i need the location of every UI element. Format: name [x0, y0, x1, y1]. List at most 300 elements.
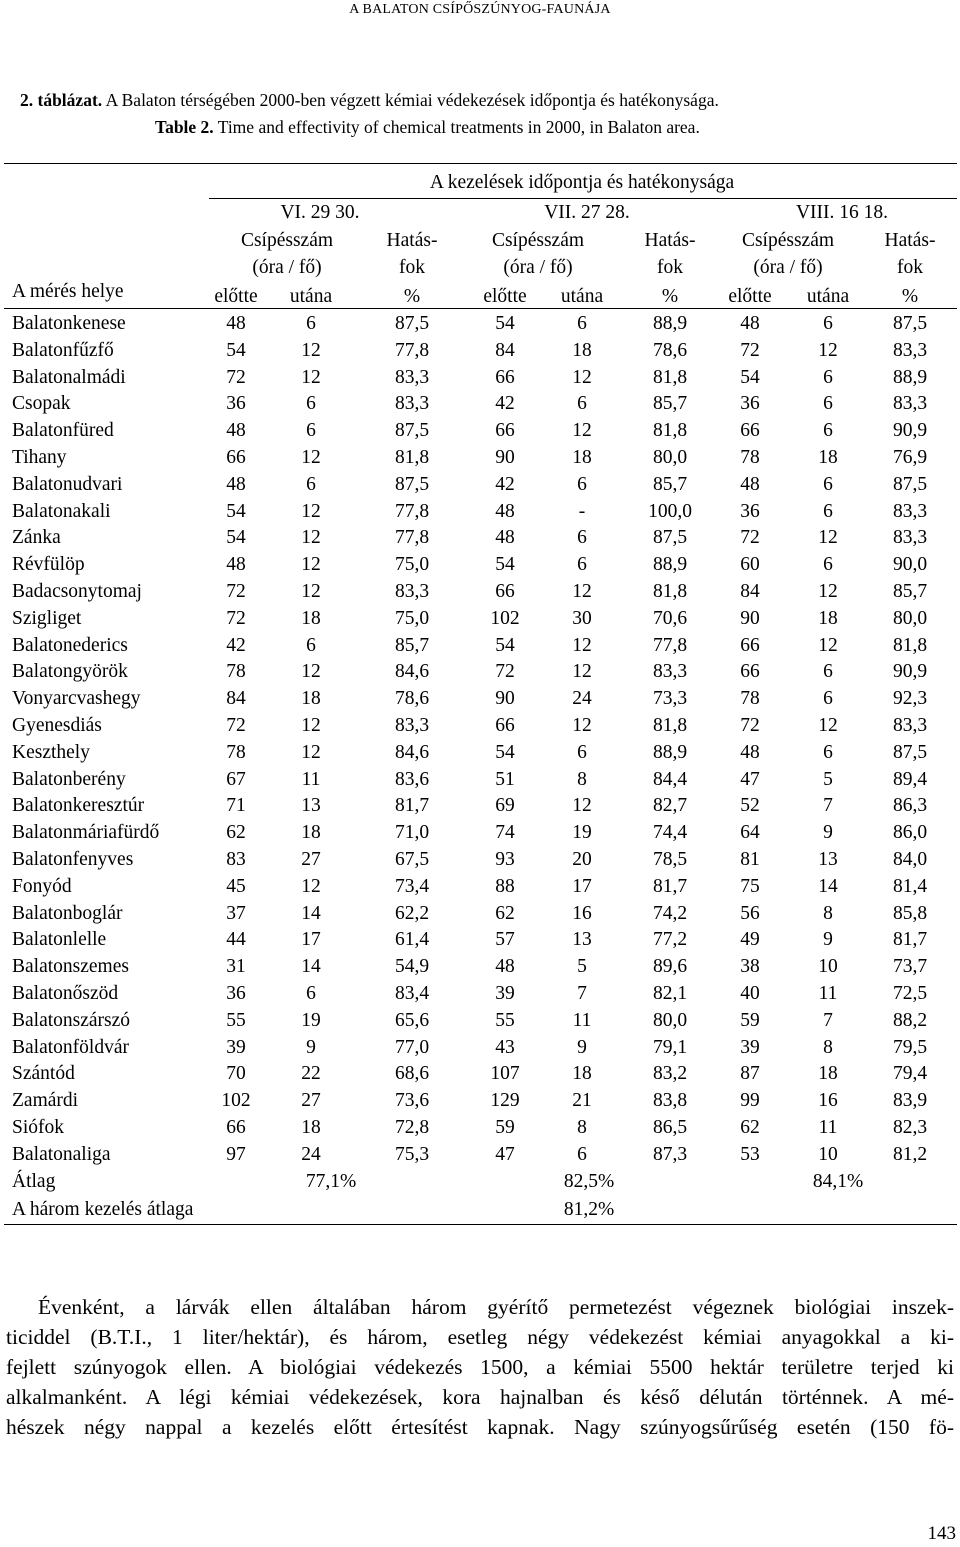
table-cell: 12	[301, 661, 321, 682]
table-cell: 48	[740, 313, 760, 334]
table-cell: 30	[572, 608, 592, 629]
table-cell: 13	[301, 795, 321, 816]
table-cell: 44	[226, 929, 246, 950]
row-place: Révfülöp	[12, 554, 85, 575]
table-cell: 12	[301, 367, 321, 388]
row-place: Balatonmáriafürdő	[12, 822, 160, 843]
table-cell: 47	[495, 1144, 515, 1165]
before-header: előtte	[214, 286, 258, 307]
table-cell: 7	[577, 983, 587, 1004]
table-cell: 86,0	[892, 822, 928, 843]
table-cell: 83	[226, 849, 246, 870]
table-cell: 68,6	[394, 1063, 430, 1084]
table-cell: 90,9	[892, 420, 928, 441]
table-cell: 87,3	[652, 1144, 688, 1165]
table-cell: 6	[823, 474, 833, 495]
table-cell: 43	[495, 1037, 515, 1058]
row-place: Balatonföldvár	[12, 1037, 129, 1058]
table-cell: 84,6	[394, 661, 430, 682]
table-subheader-rule	[209, 198, 957, 199]
table-cell: 77,8	[394, 527, 430, 548]
table-cell: 72	[226, 581, 246, 602]
table-cell: 64	[740, 822, 760, 843]
table-cell: 38	[740, 956, 760, 977]
table-cell: 12	[572, 420, 592, 441]
before-header: előtte	[483, 286, 527, 307]
table-cell: 18	[572, 447, 592, 468]
date-header: VI. 29 30.	[280, 202, 360, 223]
table-cell: 73,4	[394, 876, 430, 897]
table-cell: 18	[301, 688, 321, 709]
table-cell: 99	[740, 1090, 760, 1111]
table-cell: 83,3	[892, 393, 928, 414]
table-cell: 6	[823, 367, 833, 388]
count-header: Csípésszám	[741, 230, 835, 251]
table-cell: 49	[740, 929, 760, 950]
table-cell: 47	[740, 769, 760, 790]
table-cell: 87,5	[892, 313, 928, 334]
row-place: Balatonalmádi	[12, 367, 126, 388]
after-header: utána	[560, 286, 604, 307]
table-cell: 12	[572, 715, 592, 736]
table-cell: 77,0	[394, 1037, 430, 1058]
table-cell: 19	[572, 822, 592, 843]
table-cell: 52	[740, 795, 760, 816]
table-cell: 100,0	[648, 501, 692, 522]
table-cell: 6	[577, 554, 587, 575]
table-cell: 6	[823, 420, 833, 441]
table-cell: 6	[306, 635, 316, 656]
table-cell: 61,4	[394, 929, 430, 950]
table-cell: 87,5	[652, 527, 688, 548]
paragraph-line: fejlett szúnyogok ellen. A biológiai védekezés 1500, a kémiai 5500 hektár területre terjed ki	[6, 1355, 954, 1379]
row-place: Tihany	[12, 447, 67, 468]
table-cell: 81,7	[394, 795, 430, 816]
table-cell: 97	[226, 1144, 246, 1165]
row-place: Badacsonytomaj	[12, 581, 142, 602]
row-place: Szigliget	[12, 608, 82, 629]
table-cell: 66	[740, 661, 760, 682]
table-cell: 12	[301, 715, 321, 736]
table-cell: 12	[572, 367, 592, 388]
row-place: Balatonudvari	[12, 474, 123, 495]
table-cell: 82,7	[652, 795, 688, 816]
table-cell: 56	[740, 903, 760, 924]
table-cell: 48	[740, 742, 760, 763]
table-cell: 19	[301, 1010, 321, 1031]
table-cell: 11	[818, 983, 838, 1004]
body-paragraph	[6, 1292, 954, 1442]
table-cell: 78,6	[394, 688, 430, 709]
table-cell: 72,5	[892, 983, 928, 1004]
table-cell: 18	[818, 1063, 838, 1084]
table-cell: 5	[823, 769, 833, 790]
table-cell: 54,9	[394, 956, 430, 977]
table-cell: 81,7	[892, 929, 928, 950]
table-cell: 88,2	[892, 1010, 928, 1031]
after-header: utána	[806, 286, 850, 307]
table-cell: 78	[226, 661, 246, 682]
table-cell: 71	[226, 795, 246, 816]
table-cell: 10	[818, 1144, 838, 1165]
table-cell: 77,2	[652, 929, 688, 950]
table-cell: 36	[740, 501, 760, 522]
table-cell: 71,0	[394, 822, 430, 843]
table-cell: 55	[226, 1010, 246, 1031]
table-cell: 70,6	[652, 608, 688, 629]
table-cell: 78	[740, 688, 760, 709]
table-cell: 6	[306, 474, 316, 495]
table-cell: -	[578, 501, 586, 522]
table-cell: 78	[740, 447, 760, 468]
table-cell: 81,8	[892, 635, 928, 656]
table-cell: 37	[226, 903, 246, 924]
table-cell: 72	[226, 715, 246, 736]
place-header: A mérés helye	[12, 281, 124, 302]
table-cell: 87	[740, 1063, 760, 1084]
row-place: Balatongyörök	[12, 661, 128, 682]
row-place: Vonyarcvashegy	[12, 688, 141, 709]
row-place: Balatonederics	[12, 635, 128, 656]
table-cell: 88,9	[652, 313, 688, 334]
paragraph-line: Évenként, a lárvák ellen általában három gyérítő permetezést végeznek biológiai inszek-	[38, 1295, 954, 1319]
percent-header: %	[901, 286, 919, 307]
table-cell: 81,8	[652, 581, 688, 602]
table-cell: 6	[577, 1144, 587, 1165]
table-cell: 54	[226, 527, 246, 548]
table-cell: 66	[495, 367, 515, 388]
efficiency-header-suffix: fok	[399, 257, 425, 278]
percent-header: %	[403, 286, 421, 307]
efficiency-header: Hatás-	[884, 230, 936, 251]
table-cell: 102	[221, 1090, 251, 1111]
row-place: Balatonkenese	[12, 313, 126, 334]
table-cell: 65,6	[394, 1010, 430, 1031]
table-cell: 66	[740, 420, 760, 441]
table-cell: 12	[572, 635, 592, 656]
table-cell: 83,9	[892, 1090, 928, 1111]
table-cell: 9	[306, 1037, 316, 1058]
table-cell: 83,2	[652, 1063, 688, 1084]
table-cell: 90	[740, 608, 760, 629]
table-cell: 74,4	[652, 822, 688, 843]
table-cell: 36	[226, 983, 246, 1004]
table-cell: 7	[823, 1010, 833, 1031]
table-cell: 81,8	[394, 447, 430, 468]
table-cell: 72	[226, 367, 246, 388]
count-header: Csípésszám	[240, 230, 334, 251]
row-place: Szántód	[12, 1063, 75, 1084]
table-caption-en	[155, 117, 700, 138]
table-cell: 73,7	[892, 956, 928, 977]
row-place: Zamárdi	[12, 1090, 79, 1111]
table-cell: 78,5	[652, 849, 688, 870]
count-header-unit: (óra / fő)	[252, 257, 322, 278]
table-cell: 6	[823, 501, 833, 522]
row-place: Balatonszárszó	[12, 1010, 131, 1031]
table-cell: 53	[740, 1144, 760, 1165]
table-cell: 62	[740, 1117, 760, 1138]
table-cell: 77,8	[652, 635, 688, 656]
paragraph-line: hészek négy nappal a kezelés előtt értesítést kapnak. Nagy szúnyogsűrűség esetén (150 fö-	[6, 1415, 954, 1439]
table-cell: 66	[495, 420, 515, 441]
row-place: Balatonakali	[12, 501, 111, 522]
table-cell: 7	[823, 795, 833, 816]
row-place: Balatonfenyves	[12, 849, 134, 870]
table-cell: 11	[818, 1117, 838, 1138]
table-cell: 18	[818, 447, 838, 468]
caption-text-en: Time and effectivity of chemical treatments in 2000, in Balaton area.	[217, 117, 700, 137]
paragraph-line: ticiddel (B.T.I., 1 liter/hektár), és három, esetleg négy védekezést kémiai anyagokkal a ki-	[6, 1325, 954, 1349]
table-cell: 72	[740, 715, 760, 736]
table-cell: 6	[577, 474, 587, 495]
table-cell: 18	[301, 608, 321, 629]
table-cell: 6	[577, 742, 587, 763]
table-cell: 85,7	[892, 581, 928, 602]
table-cell: 81,8	[652, 420, 688, 441]
table-cell: 87,5	[892, 742, 928, 763]
table-cell: 12	[572, 661, 592, 682]
table-cell: 93	[495, 849, 515, 870]
table-cell: 48	[226, 474, 246, 495]
table-cell: 85,7	[652, 393, 688, 414]
table-cell: 12	[818, 635, 838, 656]
table-cell: 54	[495, 554, 515, 575]
table-cell: 48	[495, 527, 515, 548]
table-cell: 12	[818, 581, 838, 602]
table-cell: 72	[226, 608, 246, 629]
table-cell: 17	[301, 929, 321, 950]
table-cell: 75,0	[394, 608, 430, 629]
group-header: A kezelések időpontja és hatékonysága	[429, 172, 735, 193]
table-cell: 83,3	[892, 501, 928, 522]
table-cell: 17	[572, 876, 592, 897]
table-cell: 18	[572, 1063, 592, 1084]
table-cell: 72	[740, 340, 760, 361]
table-cell: 18	[301, 822, 321, 843]
table-cell: 12	[301, 340, 321, 361]
table-cell: 8	[577, 1117, 587, 1138]
table-cell: 74,2	[652, 903, 688, 924]
table-cell: 12	[301, 527, 321, 548]
table-cell: 82,3	[892, 1117, 928, 1138]
table-cell: 36	[740, 393, 760, 414]
table-cell: 11	[301, 769, 321, 790]
table-cell: 83,3	[394, 715, 430, 736]
table-cell: 85,8	[892, 903, 928, 924]
table-cell: 18	[572, 340, 592, 361]
table-cell: 84,6	[394, 742, 430, 763]
table-cell: 6	[823, 661, 833, 682]
table-cell: 54	[495, 742, 515, 763]
table-cell: 54	[495, 635, 515, 656]
table-cell: 27	[301, 849, 321, 870]
table-cell: 9	[577, 1037, 587, 1058]
efficiency-header: Hatás-	[644, 230, 696, 251]
table-cell: 9	[823, 929, 833, 950]
table-cell: 6	[306, 983, 316, 1004]
overall-average-label: A három kezelés átlaga	[12, 1199, 194, 1220]
table-cell: 78	[226, 742, 246, 763]
table-cell: 73,6	[394, 1090, 430, 1111]
table-cell: 81	[740, 849, 760, 870]
table-cell: 86,3	[892, 795, 928, 816]
average-value: 77,1%	[305, 1171, 357, 1192]
count-header: Csípésszám	[491, 230, 585, 251]
table-cell: 86,5	[652, 1117, 688, 1138]
table-cell: 6	[577, 393, 587, 414]
table-cell: 48	[740, 474, 760, 495]
table-cell: 39	[495, 983, 515, 1004]
table-cell: 60	[740, 554, 760, 575]
table-cell: 88,9	[892, 367, 928, 388]
table-cell: 10	[818, 956, 838, 977]
table-cell: 79,5	[892, 1037, 928, 1058]
efficiency-header: Hatás-	[386, 230, 438, 251]
average-value: 82,5%	[563, 1171, 615, 1192]
table-cell: 6	[823, 688, 833, 709]
table-cell: 87,5	[394, 474, 430, 495]
table-cell: 85,7	[394, 635, 430, 656]
table-cell: 72,8	[394, 1117, 430, 1138]
table-cell: 90	[495, 447, 515, 468]
table-cell: 77,8	[394, 340, 430, 361]
table-cell: 62	[226, 822, 246, 843]
table-cell: 79,4	[892, 1063, 928, 1084]
table-cell: 16	[818, 1090, 838, 1111]
table-cell: 39	[740, 1037, 760, 1058]
table-cell: 57	[495, 929, 515, 950]
row-place: Balatonőszöd	[12, 983, 119, 1004]
table-cell: 76,9	[892, 447, 928, 468]
table-cell: 6	[577, 313, 587, 334]
table-cell: 6	[306, 393, 316, 414]
row-place: Zánka	[12, 527, 61, 548]
table-cell: 21	[572, 1090, 592, 1111]
table-cell: 54	[226, 340, 246, 361]
table-cell: 78,6	[652, 340, 688, 361]
table-cell: 59	[495, 1117, 515, 1138]
table-cell: 90	[495, 688, 515, 709]
table-cell: 12	[818, 340, 838, 361]
table-cell: 8	[823, 903, 833, 924]
row-place: Keszthely	[12, 742, 90, 763]
table-cell: 72	[495, 661, 515, 682]
row-place: Fonyód	[12, 876, 72, 897]
table-cell: 6	[823, 393, 833, 414]
table-cell: 88,9	[652, 554, 688, 575]
table-cell: 11	[572, 1010, 592, 1031]
row-place: Balatonszemes	[12, 956, 129, 977]
table-cell: 12	[301, 501, 321, 522]
table-cell: 39	[226, 1037, 246, 1058]
table-cell: 22	[301, 1063, 321, 1084]
table-cell: 81,2	[892, 1144, 928, 1165]
efficiency-header-suffix: fok	[897, 257, 923, 278]
table-header-rule	[4, 308, 957, 309]
table-cell: 83,3	[892, 715, 928, 736]
table-cell: 84,0	[892, 849, 928, 870]
row-place: Balatonkeresztúr	[12, 795, 145, 816]
table-cell: 74	[495, 822, 515, 843]
table-cell: 40	[740, 983, 760, 1004]
table-cell: 77,8	[394, 501, 430, 522]
table-cell: 80,0	[652, 1010, 688, 1031]
table-cell: 13	[572, 929, 592, 950]
paragraph-line: alkalmanként. A légi kémiai védekezések, kora hajnalban és késő délután történnek. A mé-	[6, 1385, 954, 1409]
table-cell: 81,7	[652, 876, 688, 897]
table-cell: 42	[495, 474, 515, 495]
table-cell: 84	[740, 581, 760, 602]
table-cell: 54	[495, 313, 515, 334]
table-cell: 69	[495, 795, 515, 816]
table-cell: 75,0	[394, 554, 430, 575]
table-cell: 9	[823, 822, 833, 843]
table-cell: 24	[301, 1144, 321, 1165]
table-cell: 24	[572, 688, 592, 709]
table-cell: 5	[577, 956, 587, 977]
table-cell: 80,0	[892, 608, 928, 629]
running-head: A BALATON CSÍPŐSZÚNYOG-FAUNÁJA	[349, 2, 611, 17]
table-cell: 12	[572, 795, 592, 816]
table-cell: 70	[226, 1063, 246, 1084]
table-cell: 83,8	[652, 1090, 688, 1111]
table-cell: 18	[301, 1117, 321, 1138]
table-cell: 6	[823, 742, 833, 763]
table-cell: 12	[818, 527, 838, 548]
table-cell: 84,4	[652, 769, 688, 790]
table-cell: 88	[495, 876, 515, 897]
table-cell: 67,5	[394, 849, 430, 870]
table-cell: 12	[301, 447, 321, 468]
table-cell: 83,6	[394, 769, 430, 790]
table-cell: 18	[818, 608, 838, 629]
table-cell: 81,8	[652, 715, 688, 736]
row-place: Gyenesdiás	[12, 715, 102, 736]
table-cell: 54	[226, 501, 246, 522]
table-cell: 12	[301, 876, 321, 897]
table-cell: 62	[495, 903, 515, 924]
table-cell: 48	[495, 501, 515, 522]
caption-label-en: Table 2.	[155, 117, 214, 137]
table-cell: 83,3	[394, 393, 430, 414]
table-cell: 75	[740, 876, 760, 897]
table-cell: 59	[740, 1010, 760, 1031]
table-cell: 87,5	[394, 313, 430, 334]
table-top-rule	[4, 163, 957, 164]
table-cell: 51	[495, 769, 515, 790]
table-cell: 67	[226, 769, 246, 790]
table-caption-hu	[20, 90, 719, 111]
average-value: 84,1%	[812, 1171, 864, 1192]
table-cell: 12	[818, 715, 838, 736]
table-cell: 107	[490, 1063, 520, 1084]
row-place: Balatonfüred	[12, 420, 114, 441]
efficiency-header-suffix: fok	[657, 257, 683, 278]
table-cell: 81,4	[892, 876, 928, 897]
table-cell: 102	[490, 608, 520, 629]
table-cell: 31	[226, 956, 246, 977]
table-cell: 90,9	[892, 661, 928, 682]
caption-label-hu: 2. táblázat.	[20, 90, 103, 110]
table-cell: 14	[301, 903, 321, 924]
row-place: Balatonlelle	[12, 929, 107, 950]
table-cell: 42	[226, 635, 246, 656]
table-cell: 81,8	[652, 367, 688, 388]
table-cell: 66	[495, 581, 515, 602]
table-cell: 14	[818, 876, 838, 897]
table-cell: 6	[306, 420, 316, 441]
